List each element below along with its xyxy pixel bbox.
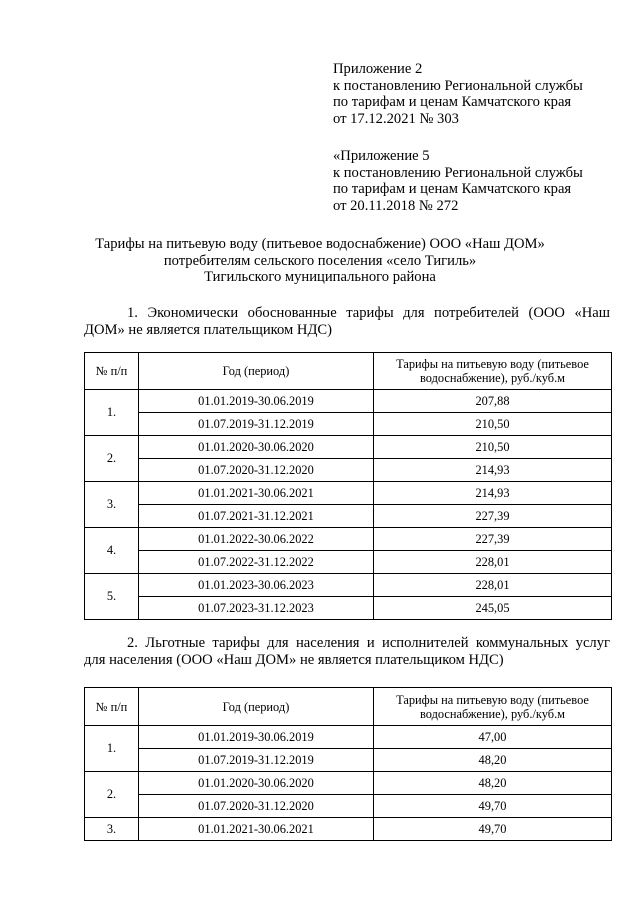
tariff-value-cell: 47,00 bbox=[374, 726, 612, 749]
annex-header-original bbox=[333, 148, 583, 214]
row-number: 5. bbox=[85, 574, 139, 620]
section-2-heading bbox=[84, 635, 610, 669]
period-cell: 01.07.2020-31.12.2020 bbox=[139, 795, 374, 818]
annex-header-current bbox=[333, 61, 583, 127]
annex-line: по тарифам и ценам Камчатского края bbox=[333, 181, 572, 198]
header-tariff-label: Тарифы на питьевую воду (питьевое водоснабжение), руб./куб.м bbox=[396, 357, 589, 385]
section-heading-line: ДОМ» не является плательщиком НДС) bbox=[84, 322, 333, 338]
title-line: Тигильского муниципального района bbox=[204, 269, 436, 286]
section-heading-line: 1. Экономически обоснованные тарифы для потребителей (ООО «Наш bbox=[127, 305, 610, 321]
header-period bbox=[139, 353, 374, 390]
period-cell: 01.07.2023-31.12.2023 bbox=[139, 597, 374, 620]
tariff-table-economic bbox=[84, 352, 612, 620]
table-row bbox=[85, 436, 612, 459]
table-row bbox=[85, 528, 612, 551]
period-cell: 01.01.2023-30.06.2023 bbox=[139, 574, 374, 597]
section-heading-line: 2. Льготные тарифы для населения и исполнителей коммунальных услуг bbox=[127, 635, 610, 651]
period-cell: 01.01.2020-30.06.2020 bbox=[139, 772, 374, 795]
period-cell: 01.01.2020-30.06.2020 bbox=[139, 436, 374, 459]
document-title bbox=[0, 236, 640, 286]
table-row bbox=[85, 574, 612, 597]
header-period bbox=[139, 688, 374, 726]
row-number: 2. bbox=[85, 436, 139, 482]
table-row bbox=[85, 459, 612, 482]
tariff-value-cell: 228,01 bbox=[374, 551, 612, 574]
section-1-heading bbox=[84, 305, 610, 339]
annex-line: от 20.11.2018 № 272 bbox=[333, 197, 459, 214]
table-row bbox=[85, 505, 612, 528]
header-num bbox=[85, 688, 139, 726]
title-line: потребителям сельского поселения «село Тигиль» bbox=[163, 252, 477, 269]
header-num bbox=[85, 353, 139, 390]
annex-line: по тарифам и ценам Камчатского края bbox=[333, 94, 572, 111]
header-period-label: Год (период) bbox=[222, 699, 290, 714]
tariff-value-cell: 227,39 bbox=[374, 528, 612, 551]
tariff-value-cell: 49,70 bbox=[374, 818, 612, 841]
annex-line: от 17.12.2021 № 303 bbox=[333, 110, 459, 127]
period-cell: 01.01.2022-30.06.2022 bbox=[139, 528, 374, 551]
period-cell: 01.07.2020-31.12.2020 bbox=[139, 459, 374, 482]
annex-line: Приложение 2 bbox=[333, 61, 423, 77]
header-num-label: № п/п bbox=[95, 699, 128, 714]
tariff-value-cell: 49,70 bbox=[374, 795, 612, 818]
table-row bbox=[85, 795, 612, 818]
table-row bbox=[85, 390, 612, 413]
tariff-value-cell: 214,93 bbox=[374, 459, 612, 482]
tariff-value-cell: 214,93 bbox=[374, 482, 612, 505]
header-tariff-label: Тарифы на питьевую воду (питьевое водоснабжение), руб./куб.м bbox=[396, 692, 589, 721]
period-cell: 01.07.2019-31.12.2019 bbox=[139, 749, 374, 772]
tariff-value-cell: 227,39 bbox=[374, 505, 612, 528]
tariff-value-cell: 210,50 bbox=[374, 436, 612, 459]
table-row bbox=[85, 726, 612, 749]
annex-line: к постановлению Региональной службы bbox=[333, 164, 583, 181]
row-number: 3. bbox=[85, 818, 139, 841]
period-cell: 01.07.2021-31.12.2021 bbox=[139, 505, 374, 528]
header-tariff bbox=[374, 688, 612, 726]
annex-line: к постановлению Региональной службы bbox=[333, 77, 583, 94]
table-row bbox=[85, 413, 612, 436]
period-cell: 01.07.2022-31.12.2022 bbox=[139, 551, 374, 574]
tariff-value-cell: 210,50 bbox=[374, 413, 612, 436]
period-cell: 01.07.2019-31.12.2019 bbox=[139, 413, 374, 436]
row-number: 4. bbox=[85, 528, 139, 574]
header-tariff bbox=[374, 353, 612, 390]
period-cell: 01.01.2021-30.06.2021 bbox=[139, 482, 374, 505]
table-row bbox=[85, 597, 612, 620]
row-number: 3. bbox=[85, 482, 139, 528]
row-number: 2. bbox=[85, 772, 139, 818]
table-row bbox=[85, 551, 612, 574]
header-num-label: № п/п bbox=[95, 364, 128, 378]
table-header-row bbox=[85, 688, 612, 726]
table-row bbox=[85, 749, 612, 772]
tariff-table-preferential bbox=[84, 687, 612, 841]
table-header-row bbox=[85, 353, 612, 390]
tariff-value-cell: 228,01 bbox=[374, 574, 612, 597]
period-cell: 01.01.2021-30.06.2021 bbox=[139, 818, 374, 841]
header-period-label: Год (период) bbox=[222, 364, 290, 378]
annex-line: «Приложение 5 bbox=[333, 148, 430, 164]
tariff-value-cell: 207,88 bbox=[374, 390, 612, 413]
section-heading-line: для населения (ООО «Наш ДОМ» не является плательщиком НДС) bbox=[84, 652, 504, 668]
title-line: Тарифы на питьевую воду (питьевое водоснабжение) ООО «Наш ДОМ» bbox=[95, 236, 545, 252]
table-row bbox=[85, 818, 612, 841]
period-cell: 01.01.2019-30.06.2019 bbox=[139, 726, 374, 749]
tariff-value-cell: 48,20 bbox=[374, 772, 612, 795]
table-row bbox=[85, 482, 612, 505]
tariff-value-cell: 245,05 bbox=[374, 597, 612, 620]
row-number: 1. bbox=[85, 726, 139, 772]
period-cell: 01.01.2019-30.06.2019 bbox=[139, 390, 374, 413]
tariff-value-cell: 48,20 bbox=[374, 749, 612, 772]
row-number: 1. bbox=[85, 390, 139, 436]
table-row bbox=[85, 772, 612, 795]
